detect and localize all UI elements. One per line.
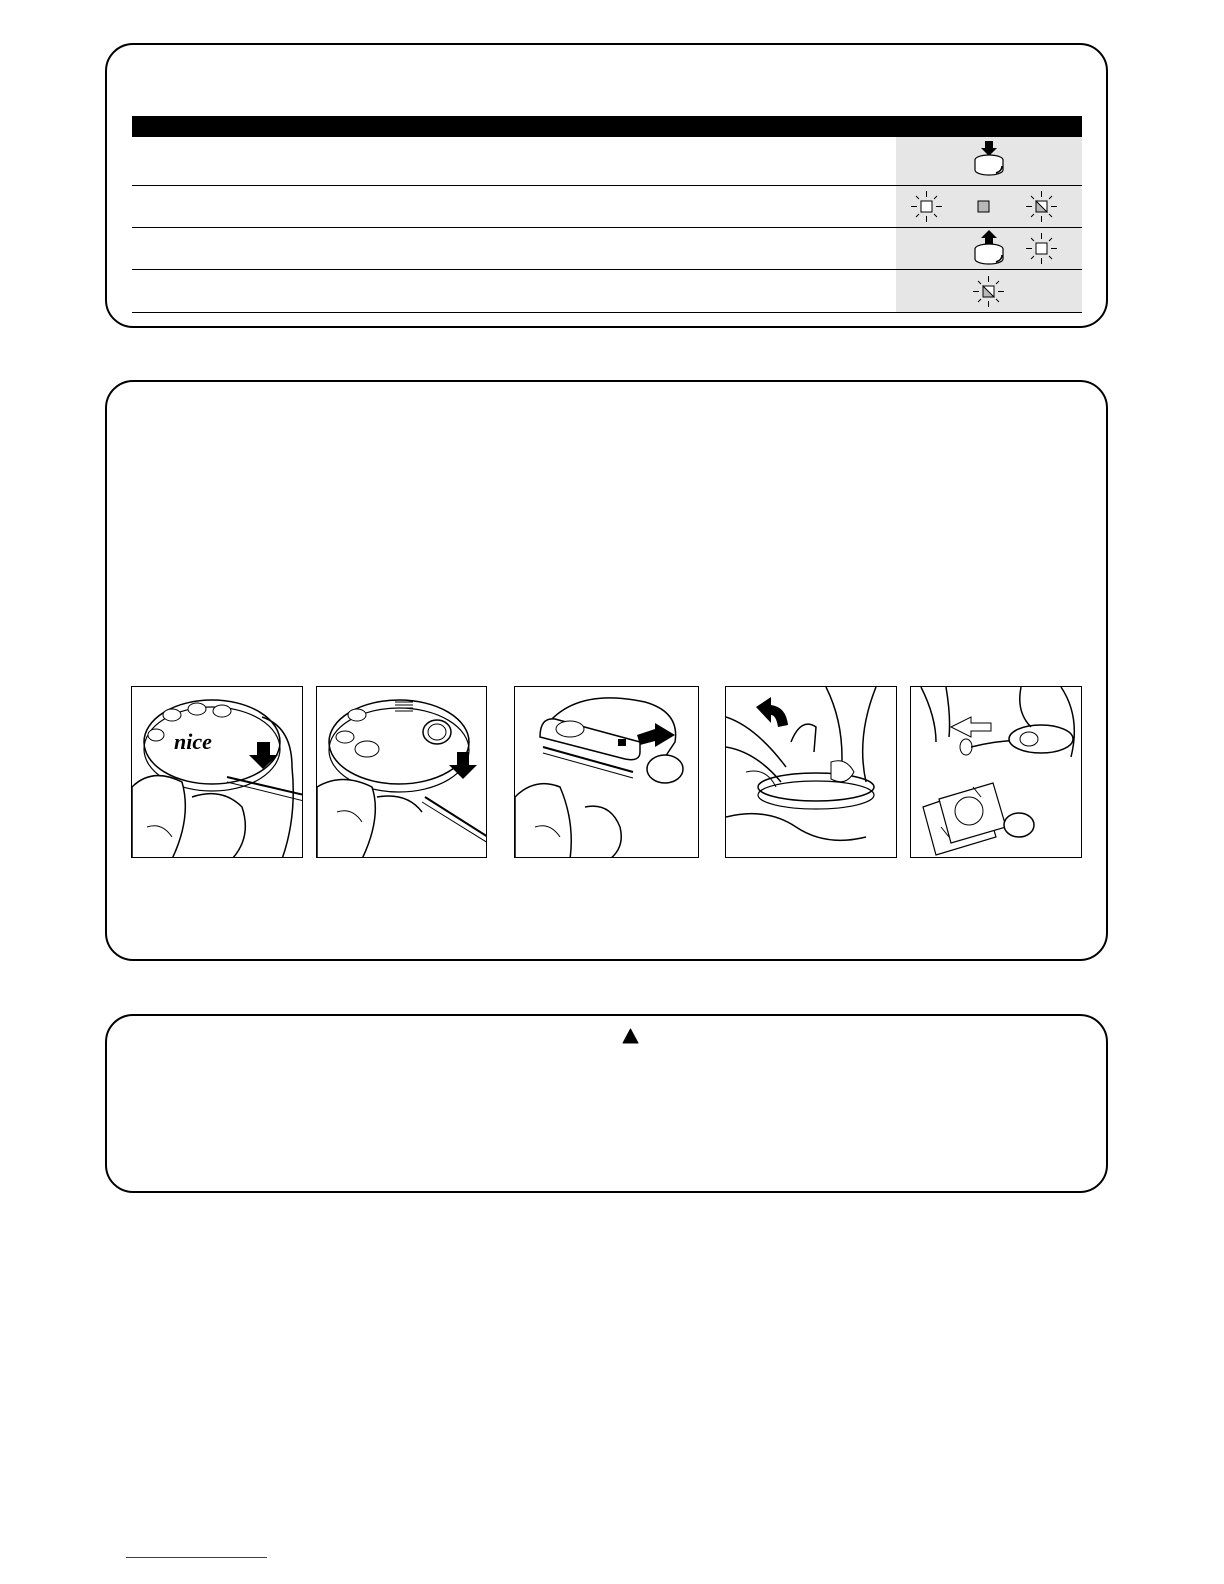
battery-replace-illustration [911, 687, 1082, 858]
icon-cell [896, 270, 1082, 312]
warning-box [105, 1014, 1108, 1193]
photo-battery-replace [910, 686, 1082, 858]
photo-slide-cover [514, 686, 699, 858]
battery-replacement-box [105, 380, 1108, 961]
photo-open-remote [131, 686, 303, 858]
icon-cell [896, 137, 1082, 185]
remote-slide-cover-illustration [515, 687, 699, 858]
icon-cell [896, 228, 1082, 269]
remote-open-lever-back-illustration [317, 687, 487, 858]
key-press-down-icon [896, 137, 1082, 185]
icon-cell [896, 186, 1082, 227]
key-release-up-led-blink-icon [896, 228, 1082, 269]
table-row [132, 270, 1082, 313]
remote-lift-cover-illustration [726, 687, 897, 858]
remote-open-lever-illustration [132, 687, 303, 858]
table-row [132, 137, 1082, 186]
led-blink-icon [896, 270, 1082, 312]
footer-link-underline [126, 1557, 267, 1558]
warning-triangle-icon [622, 1028, 639, 1044]
table-row [132, 186, 1082, 228]
photo-open-remote-back [316, 686, 487, 858]
photo-lift-cover [725, 686, 897, 858]
table-header-bar [132, 116, 1082, 137]
table-row [132, 228, 1082, 270]
led-blink-sequence-icon [896, 186, 1082, 227]
nice-logo: nice [174, 729, 212, 754]
